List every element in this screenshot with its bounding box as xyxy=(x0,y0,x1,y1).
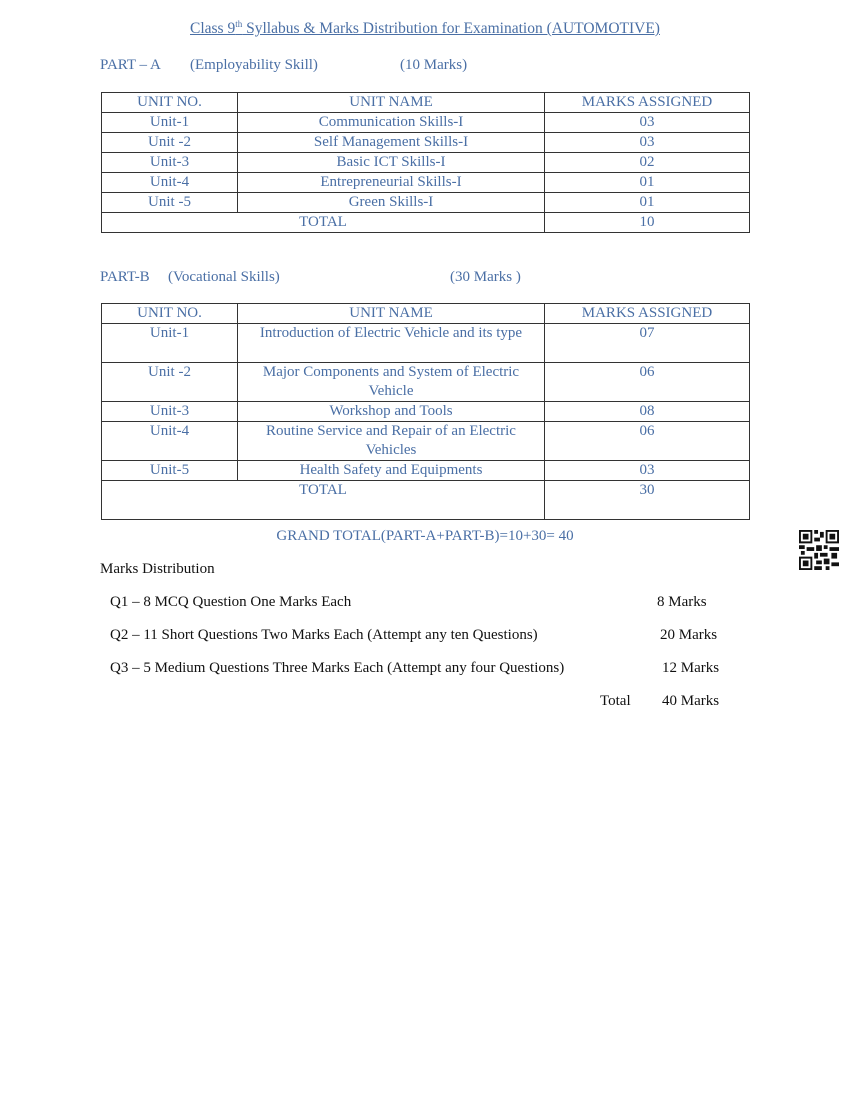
cell-unit-name: Introduction of Electric Vehicle and its type xyxy=(238,324,545,363)
table-row xyxy=(102,324,750,363)
cell-unit-name: Health Safety and Equipments xyxy=(238,461,545,481)
table-row xyxy=(102,461,750,481)
total-label: TOTAL xyxy=(102,213,545,233)
total-row xyxy=(102,213,750,233)
cell-unit-name: Basic ICT Skills-I xyxy=(238,153,545,173)
table-row xyxy=(102,153,750,173)
cell-unit-name: Major Components and System of Electric Vehicle xyxy=(238,363,545,402)
page-title xyxy=(0,19,850,38)
cell-unit-no: Unit-1 xyxy=(102,324,238,363)
qr-code-icon xyxy=(799,530,839,570)
table-row xyxy=(102,402,750,422)
cell-unit-no: Unit-1 xyxy=(102,113,238,133)
cell-unit-no: Unit-3 xyxy=(102,153,238,173)
cell-marks: 06 xyxy=(545,363,750,402)
part-b-table xyxy=(101,303,750,520)
cell-marks: 03 xyxy=(545,461,750,481)
part-b-label: PART-B xyxy=(100,269,150,285)
cell-unit-no: Unit -2 xyxy=(102,363,238,402)
q1-marks: 8 Marks xyxy=(657,594,707,610)
total-label: Total xyxy=(600,693,631,709)
header-marks-assigned: MARKS ASSIGNED xyxy=(545,93,750,113)
header-unit-no: UNIT NO. xyxy=(102,93,238,113)
table-row xyxy=(102,173,750,193)
cell-marks: 03 xyxy=(545,113,750,133)
total-value: 30 xyxy=(545,481,750,520)
cell-marks: 02 xyxy=(545,153,750,173)
cell-marks: 06 xyxy=(545,422,750,461)
cell-unit-no: Unit-4 xyxy=(102,422,238,461)
cell-marks: 07 xyxy=(545,324,750,363)
header-unit-name: UNIT NAME xyxy=(238,304,545,324)
title-sup: th xyxy=(235,19,243,29)
total-value: 10 xyxy=(545,213,750,233)
title-pre: Class 9 xyxy=(190,20,236,38)
cell-unit-name: Green Skills-I xyxy=(238,193,545,213)
table-header-row xyxy=(102,93,750,113)
cell-unit-no: Unit-5 xyxy=(102,461,238,481)
part-a-label: PART – A xyxy=(100,57,161,73)
total-value: 40 Marks xyxy=(662,693,720,709)
table-row xyxy=(102,113,750,133)
cell-unit-name: Workshop and Tools xyxy=(238,402,545,422)
cell-marks: 08 xyxy=(545,402,750,422)
table-header-row xyxy=(102,304,750,324)
q2-marks: 20 Marks xyxy=(660,627,718,643)
cell-unit-no: Unit-4 xyxy=(102,173,238,193)
cell-unit-name: Routine Service and Repair of an Electric Vehicles xyxy=(238,422,545,461)
part-a-marks: (10 Marks) xyxy=(400,57,468,73)
total-label: TOTAL xyxy=(102,481,545,520)
grand-total: GRAND TOTAL(PART-A+PART-B)=10+30= 40 xyxy=(276,528,574,544)
cell-unit-no: Unit-3 xyxy=(102,402,238,422)
total-row xyxy=(102,481,750,520)
q3-text: Q3 – 5 Medium Questions Three Marks Each (Attempt any four Questions) xyxy=(110,660,565,676)
part-a-table xyxy=(101,92,750,233)
title-post: Syllabus & Marks Distribution for Examination (AUTOMOTIVE) xyxy=(242,20,660,38)
header-unit-no: UNIT NO. xyxy=(102,304,238,324)
part-b-subtitle: (Vocational Skills) xyxy=(168,269,280,285)
cell-unit-no: Unit -2 xyxy=(102,133,238,153)
q1-text: Q1 – 8 MCQ Question One Marks Each xyxy=(110,594,352,610)
cell-marks: 01 xyxy=(545,173,750,193)
cell-marks: 01 xyxy=(545,193,750,213)
table-row xyxy=(102,422,750,461)
table-row xyxy=(102,363,750,402)
part-b-marks: (30 Marks ) xyxy=(450,269,521,285)
table-row xyxy=(102,193,750,213)
header-marks-assigned: MARKS ASSIGNED xyxy=(545,304,750,324)
table-row xyxy=(102,133,750,153)
q2-text: Q2 – 11 Short Questions Two Marks Each (Attempt any ten Questions) xyxy=(110,627,538,643)
cell-unit-name: Entrepreneurial Skills-I xyxy=(238,173,545,193)
cell-unit-name: Self Management Skills-I xyxy=(238,133,545,153)
q3-marks: 12 Marks xyxy=(662,660,720,676)
cell-unit-name: Communication Skills-I xyxy=(238,113,545,133)
cell-unit-no: Unit -5 xyxy=(102,193,238,213)
part-a-subtitle: (Employability Skill) xyxy=(190,57,318,73)
marks-distribution-heading: Marks Distribution xyxy=(100,561,215,577)
header-unit-name: UNIT NAME xyxy=(238,93,545,113)
cell-marks: 03 xyxy=(545,133,750,153)
